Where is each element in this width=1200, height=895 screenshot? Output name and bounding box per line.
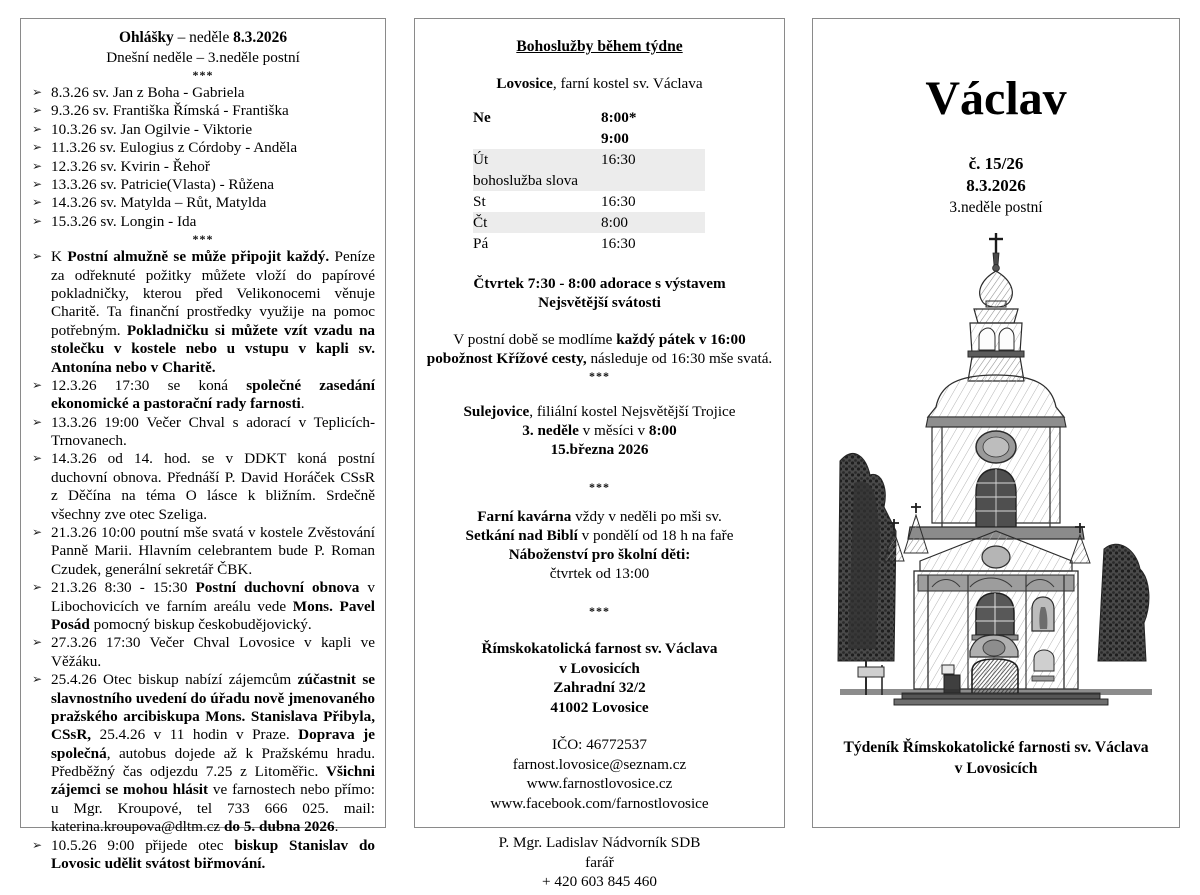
saint-item: ➢ 12.3.26 sv. Kvirin - Řehoř — [31, 158, 375, 176]
saint-item: ➢ 11.3.26 sv. Eulogius z Córdoby - Anděla — [31, 139, 375, 157]
saint-item: ➢ 9.3.26 sv. Františka Římská - Františka — [31, 102, 375, 120]
parish-contact-line: farnost.lovosice@seznam.cz — [512, 755, 687, 773]
upper-gable — [928, 375, 1064, 417]
schedule-time: 9:00 — [601, 130, 629, 148]
notice-item — [31, 671, 375, 837]
parish-address — [425, 639, 774, 717]
notice-item — [31, 524, 375, 579]
notice-7-seg-7: do 5. dubna 2026 — [223, 818, 335, 836]
schedule-time: 8:00 — [601, 212, 705, 233]
notice-0-seg-3: Pokladničku si můžete vzít vzadu na stolečku v kostele nebo u vstupu v kapli sv. Antonína nebo v Charitě. — [51, 321, 375, 376]
notice-1-seg-2: . — [300, 395, 305, 413]
schedule-time: 16:30 — [601, 193, 636, 211]
wall-plaque — [942, 665, 954, 674]
separator-stars-top: *** — [192, 68, 214, 83]
notice-item — [31, 377, 375, 414]
separator-stars-mid: *** — [192, 232, 214, 247]
separator-stars-3: *** — [589, 604, 610, 619]
saints-list — [31, 84, 375, 231]
parish-address-line: 41002 Lovosice — [550, 698, 649, 716]
lent-prayer-seg-4: následuje od 16:30 mše svatá. — [586, 350, 773, 368]
services-column — [414, 18, 785, 891]
sulejovice-2-seg-0: 3. neděle — [522, 422, 579, 440]
liturgical-day: 3.neděle postní — [949, 198, 1043, 216]
schedule-row — [473, 107, 705, 128]
notice-7-seg-1: zúčastnit se slavnostního uvedení do úřadu nově jmenovaného pražského arcibiskupa Mons. Stanislava Přibyla, CSsR, — [51, 671, 376, 744]
schedule-day: Út — [473, 149, 601, 170]
announcements-subtitle: Dnešní neděle – 3.neděle postní — [106, 48, 300, 66]
event-2-seg-0: Náboženství pro školní děti: — [508, 546, 691, 564]
lent-prayer-text — [425, 330, 774, 368]
services-heading: Bohoslužby během týdne — [516, 38, 683, 55]
saint-item: ➢ 13.3.26 sv. Patricie(Vlasta) - Růžena — [31, 176, 375, 194]
schedule-day: St — [473, 193, 486, 211]
notice-7-seg-5: Všichni zájemci se mohou hlásit — [51, 763, 375, 799]
notice-5-seg-2: v Libochovicích ve farním areálu vede — [51, 579, 375, 615]
notice-7-seg-0: 25.4.26 Otec biskup nabízí zájemcům — [51, 671, 298, 689]
announcements-title-sep: – neděle — [173, 29, 234, 46]
event-1-seg-1: v pondělí od 18 h na faře — [577, 527, 734, 545]
announcements-column — [20, 18, 386, 873]
notice-item — [31, 248, 375, 377]
schedule-row — [473, 233, 705, 254]
schedule-row — [473, 170, 705, 191]
parish-priest-line: + 420 603 845 460 — [542, 873, 657, 891]
schedule-day — [473, 128, 601, 149]
notice-7-seg-6: ve farnostech nebo přímo: u Mgr. Kroupové, tel 733 666 025. mail: katerina.kroupova@dltm.cz — [51, 781, 376, 836]
event-0-seg-0: Farní kavárna — [477, 508, 572, 526]
parish-event-line — [425, 507, 774, 526]
parish-contact-line: www.facebook.com/farnostlovosice — [490, 794, 709, 812]
masthead-footer — [813, 738, 1179, 779]
notice-0-seg-2: Peníze za odřeknuté požitky můžete vloží do papírové pokladničky, kterou před Velikonocemi věnuje Charitě. Ta finanční prostředky využije na pomoc potřebným. — [51, 248, 376, 339]
schedule-row — [473, 128, 705, 149]
footer-line-1: Týdeník Římskokatolické farnosti sv. Václava — [843, 739, 1149, 757]
adoration-line-1: Čtvrtek 7:30 - 8:00 adorace s výstavem — [473, 275, 726, 293]
sulejovice-1-seg-1: , filiální kostel Nejsvětější Trojice — [529, 403, 736, 421]
schedule-row — [473, 149, 705, 170]
lent-prayer-seg-1: každý pátek — [616, 331, 696, 349]
parish-priest-line: farář — [585, 853, 614, 871]
notice-0-seg-1: Postní almužně se může připojit každý. — [67, 248, 330, 266]
sulejovice-1-seg-0: Sulejovice — [463, 403, 530, 421]
schedule-day: Ne — [473, 109, 491, 127]
event-1-seg-0: Setkání nad Biblí — [465, 527, 578, 545]
masthead-column — [812, 18, 1180, 828]
notice-item — [31, 450, 375, 524]
parish-event-line — [425, 545, 774, 564]
parish-contact-line: IČO: 46772537 — [552, 736, 647, 754]
schedule-row — [473, 212, 705, 233]
separator-stars-2: *** — [589, 480, 610, 495]
lent-prayer-seg-0: V postní době se modlíme — [453, 331, 617, 349]
schedule-time: 16:30 — [601, 149, 705, 170]
issue-number: č. 15/26 — [968, 154, 1024, 173]
announcements-title-word: Ohlášky — [118, 29, 174, 46]
parish-contact-line: www.farnostlovosice.cz — [526, 775, 673, 793]
notice-8-seg-0: 10.5.26 9:00 přijede otec — [51, 836, 235, 854]
notice-3-seg-0: 14.3.26 od 14. hod. se v DDKT koná postní duchovní obnova. Přednáší P. David Horáček CSsR z Děčína na téma O lásce k bližním. Srdečně všechny zve otec Szeliga. — [51, 450, 375, 523]
saint-item: ➢ 14.3.26 sv. Matylda – Růt, Matylda — [31, 194, 375, 212]
notice-5-seg-1: Postní duchovní obnova — [195, 579, 360, 597]
notice-7-seg-8: . — [334, 818, 339, 836]
services-place-name: Lovosice — [496, 75, 553, 93]
sulejovice-2-seg-2: 8:00 — [648, 422, 677, 440]
parish-event-line — [425, 564, 774, 583]
schedule-time: 16:30 — [601, 235, 636, 253]
notice-7-seg-3: Doprava je společná — [51, 726, 375, 762]
announcements-title — [31, 29, 375, 48]
services-place-desc: , farní kostel sv. Václava — [552, 75, 703, 93]
notice-7-seg-2: 25.4.26 v 11 hodin v Praze. — [91, 726, 299, 744]
notice-1-seg-0: 12.3.26 17:30 se koná — [51, 376, 247, 394]
notice-item — [31, 414, 375, 451]
notices-list — [31, 248, 375, 873]
lent-prayer-seg-3: v 16:00 pobožnost Křížové cesty, — [426, 331, 746, 368]
notice-1-seg-1: společné zasedání ekonomické a pastorační rady farnosti — [51, 376, 375, 413]
parish-address-line: Zahradní 32/2 — [553, 679, 646, 697]
sulejovice-2-seg-1: v měsíci v — [578, 422, 649, 440]
notice-0-seg-0: K — [51, 248, 68, 266]
footer-line-2: v Lovosicích — [954, 759, 1038, 777]
saint-item: ➢ 8.3.26 sv. Jan z Boha - Gabriela — [31, 84, 375, 102]
parish-address-line: v Lovosicích — [559, 659, 640, 677]
notice-item — [31, 837, 375, 874]
schedule-row — [473, 191, 705, 212]
notice-2-seg-0: 13.3.26 19:00 Večer Chval s adorací v Teplicích-Trnovanech. — [51, 413, 375, 450]
notice-5-seg-0: 21.3.26 8:30 - 15:30 — [51, 579, 196, 597]
notice-5-seg-3: Mons. Pavel Posád — [51, 597, 375, 633]
parish-priest-line: P. Mgr. Ladislav Nádvorník SDB — [498, 834, 701, 852]
parish-address-line: Římskokatolická farnost sv. Václava — [481, 640, 718, 658]
schedule-day: Pá — [473, 235, 489, 253]
sulejovice-block — [425, 402, 774, 459]
church-facade-sketch — [823, 231, 1169, 711]
schedule-time: 8:00* — [601, 109, 637, 127]
event-3-seg-0: čtvrtek od 13:00 — [549, 565, 650, 583]
notice-item — [31, 634, 375, 671]
issue-date: 8.3.2026 — [966, 176, 1026, 196]
notice-4-seg-0: 21.3.26 10:00 poutní mše svatá v kostele Zvěstování Panně Marii. Hlavním celebrantem bude P. Roman Czudek, generální sekretář ČBK. — [51, 524, 375, 578]
parish-events-block — [425, 507, 774, 583]
tree-right — [1098, 544, 1149, 661]
adoration-block — [425, 274, 774, 312]
sulejovice-line-2 — [425, 421, 774, 440]
event-0-seg-1: vždy v neděli po mši sv. — [571, 508, 722, 526]
mass-schedule-table — [473, 107, 705, 254]
saint-item: ➢ 10.3.26 sv. Jan Ogilvie - Viktorie — [31, 121, 375, 139]
services-place — [425, 74, 774, 93]
announcements-title-date: 8.3.2026 — [233, 29, 288, 46]
notice-8-seg-1: biskup Stanislav do Lovosic udělit svátost biřmování. — [51, 836, 375, 873]
notice-7-seg-4: , autobus dojede až k Pražskému hradu. Předběžný čas odjezdu 7.25 z Litoměřic. — [51, 744, 375, 781]
parish-contact — [425, 735, 774, 813]
notice-item — [31, 579, 375, 634]
sulejovice-line-3: 15.března 2026 — [550, 441, 649, 459]
page-title: Václav — [925, 72, 1067, 125]
parish-event-line — [425, 526, 774, 545]
church-illustration-svg — [836, 231, 1156, 709]
parish-priest — [425, 833, 774, 891]
separator-stars-1: *** — [589, 369, 610, 384]
schedule-time — [601, 170, 705, 191]
notice-6-seg-0: 27.3.26 17:30 Večer Chval Lovosice v kapli ve Věžáku. — [51, 634, 375, 670]
saint-item: ➢ 15.3.26 sv. Longin - Ida — [31, 213, 375, 231]
notice-5-seg-4: pomocný biskup českobudějovický. — [89, 615, 312, 633]
schedule-day: bohoslužba slova — [473, 170, 601, 191]
adoration-line-2: Nejsvětější svátosti — [538, 294, 661, 312]
schedule-day: Čt — [473, 212, 601, 233]
sulejovice-line-1 — [425, 402, 774, 421]
